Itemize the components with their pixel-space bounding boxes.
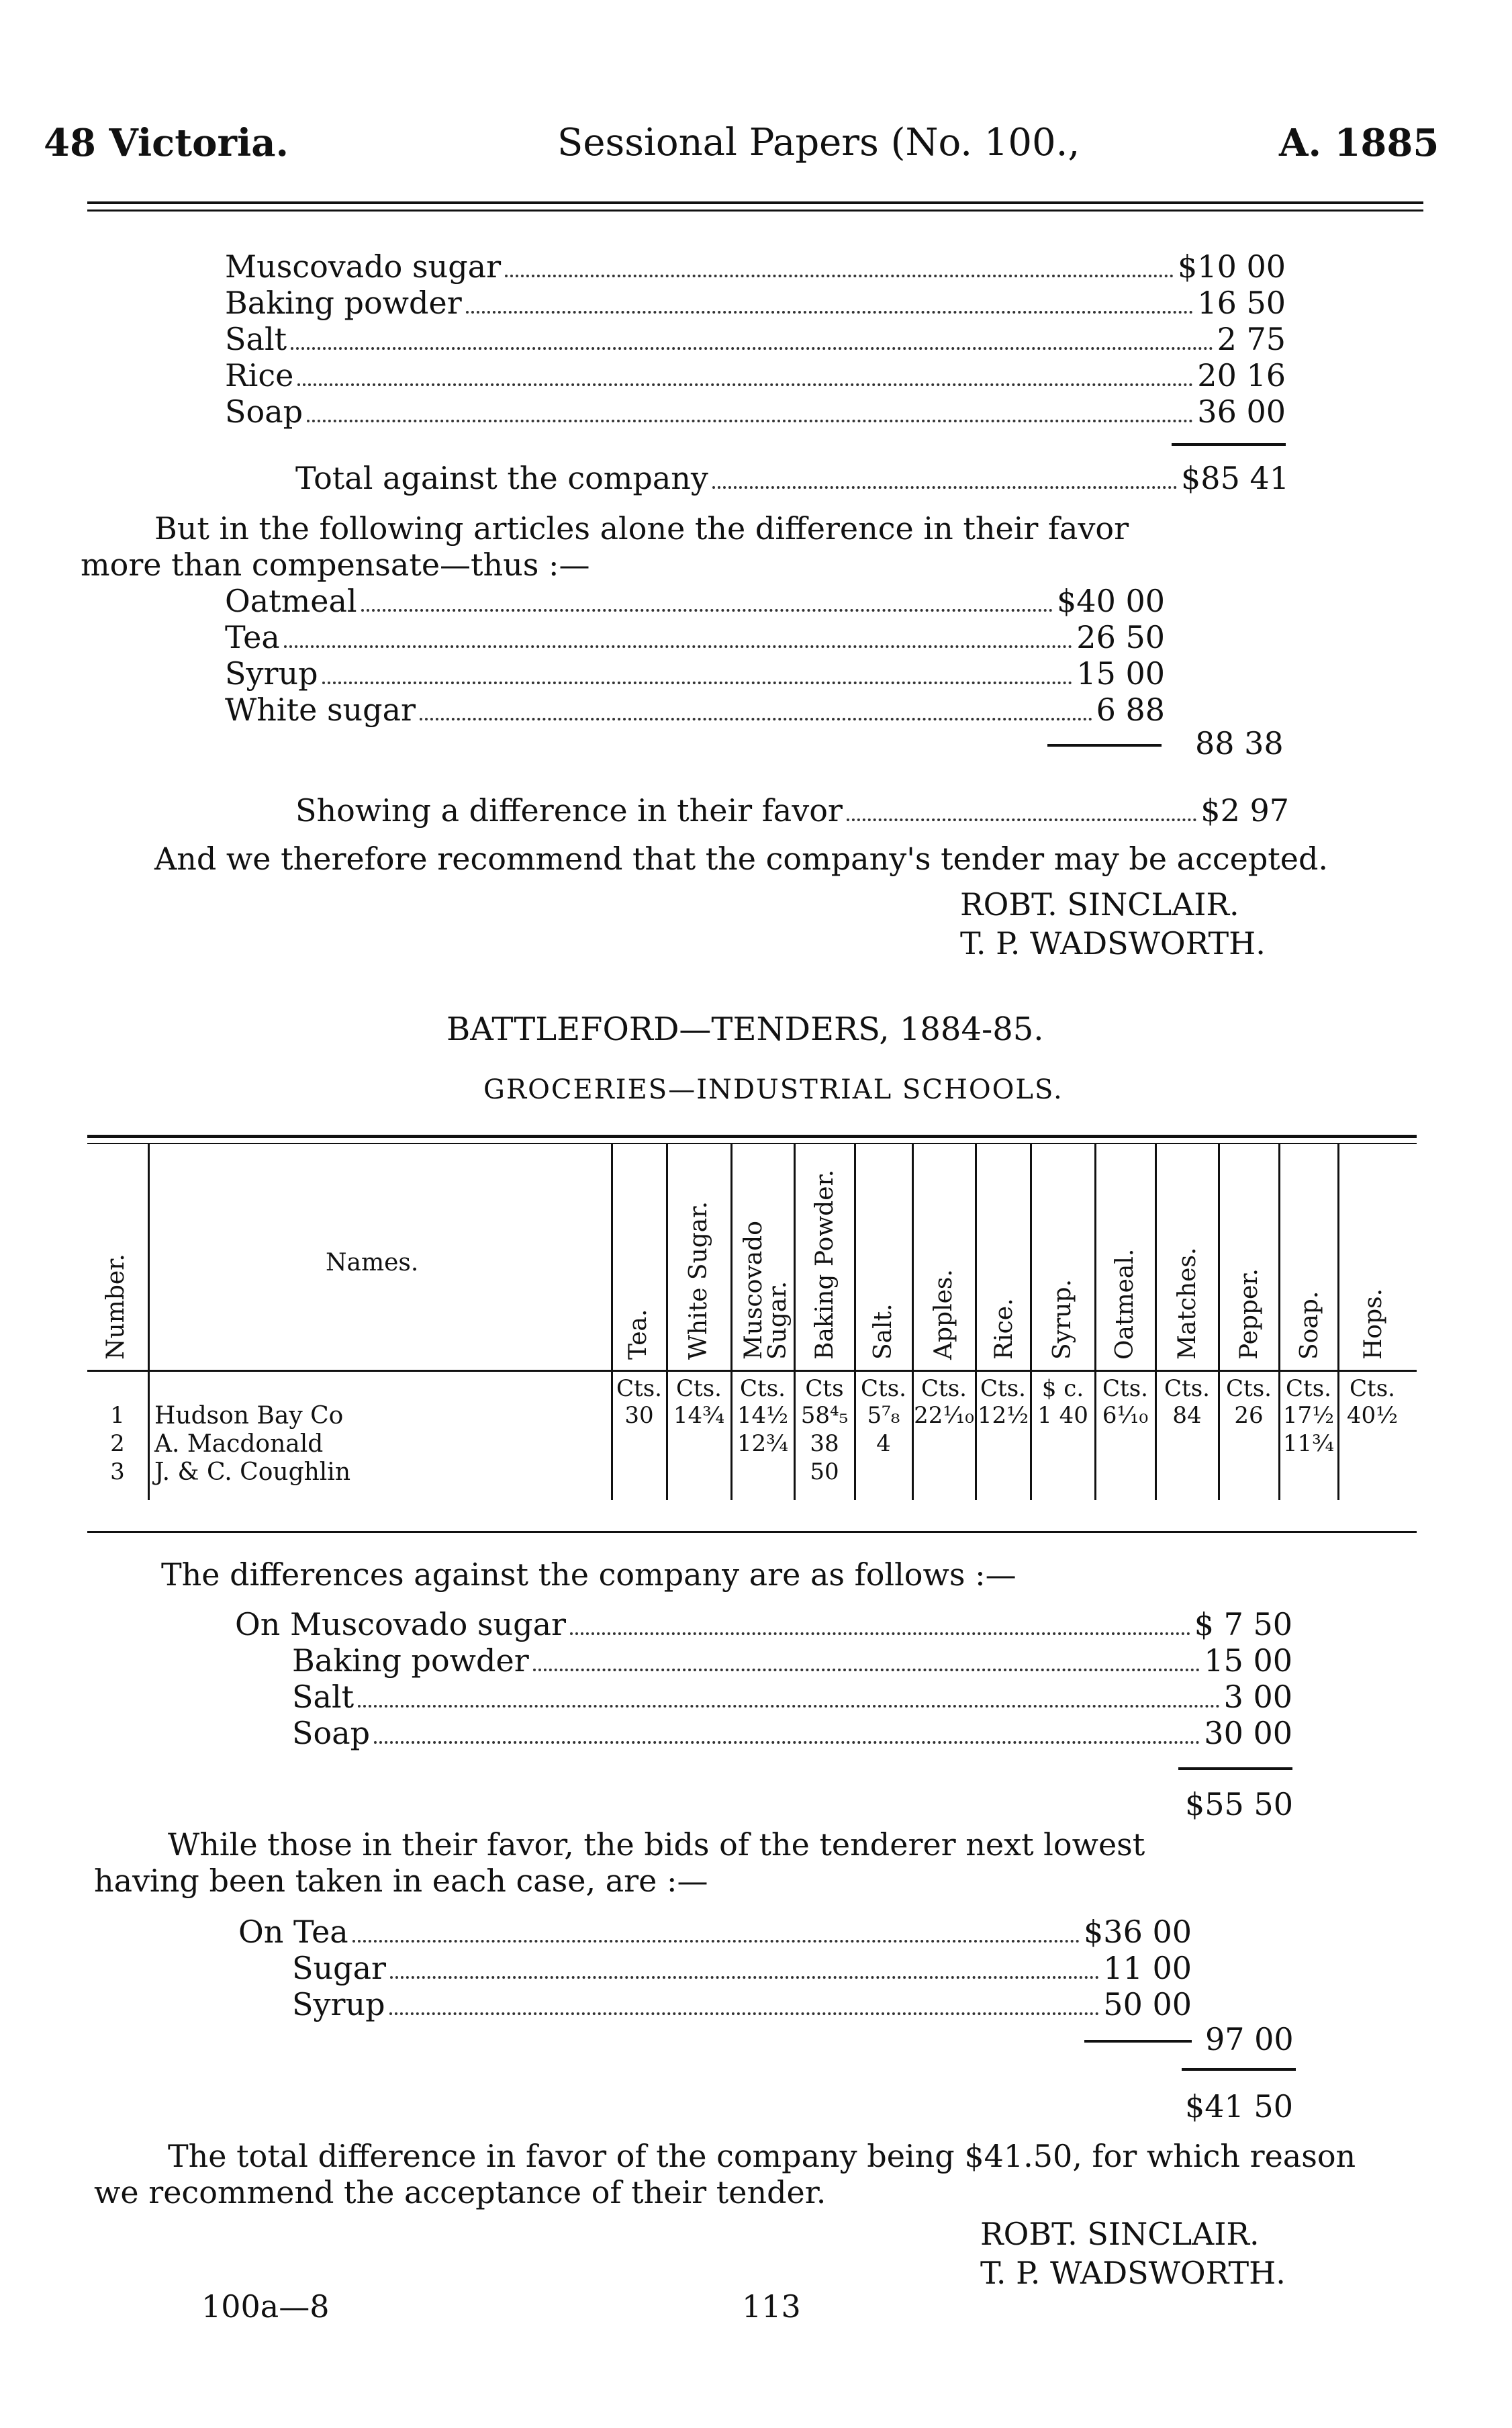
value-cell: 6¹⁄₁₀: [1102, 1402, 1149, 1429]
item-label: Oatmeal: [225, 583, 357, 619]
col-header-white-sugar: White Sugar.: [685, 1201, 712, 1360]
value-cell: 38: [810, 1430, 839, 1457]
list-item: [225, 248, 1286, 285]
header-left: 48 Victoria.: [44, 121, 289, 165]
row-number: 2: [110, 1430, 125, 1457]
list-item: [292, 1679, 1292, 1715]
total-row: [295, 460, 1289, 496]
col-header-names: Names.: [326, 1249, 419, 1276]
paragraph: having been taken in each case, are :—: [94, 1863, 708, 1899]
item-label: Baking powder: [292, 1642, 529, 1679]
item-amount: 20 16: [1197, 357, 1286, 393]
item-amount: $10 00: [1178, 248, 1286, 285]
row-name: J. & C. Coughlin: [154, 1458, 351, 1486]
unit-cell: Cts.: [1164, 1375, 1210, 1402]
value-cell: 26: [1234, 1402, 1264, 1429]
page-number: 113: [742, 2288, 801, 2325]
list-item: [225, 692, 1165, 728]
item-amount: 16 50: [1197, 285, 1286, 321]
item-label: Salt: [292, 1679, 355, 1715]
unit-cell: Cts.: [740, 1375, 786, 1402]
col-header-rice: Rice.: [990, 1298, 1018, 1360]
unit-cell: Cts.: [676, 1375, 722, 1402]
value-cell: 40½: [1346, 1402, 1399, 1429]
col-header-matches: Matches.: [1174, 1247, 1201, 1360]
final-paragraph: we recommend the acceptance of their tender.: [94, 2174, 826, 2210]
row-number: 3: [110, 1458, 125, 1485]
col-header-tea: Tea.: [624, 1309, 652, 1360]
item-label: Soap: [292, 1715, 371, 1751]
col-header-soap: Soap.: [1296, 1291, 1323, 1360]
item-amount: 26 50: [1076, 619, 1165, 655]
unit-cell: Cts.: [1102, 1375, 1148, 1402]
item-label: Soap: [225, 393, 303, 430]
footer-left: 100a—8: [201, 2288, 330, 2325]
item-amount: 15 00: [1204, 1642, 1292, 1679]
row-number: 1: [110, 1402, 125, 1429]
col-header-salt: Salt.: [869, 1303, 897, 1360]
unit-cell: $ c.: [1041, 1375, 1084, 1402]
header-right: A. 1885: [1279, 121, 1439, 165]
subtotal-rule: [1084, 2040, 1192, 2043]
header-rule-top: [87, 201, 1423, 204]
col-header-baking-powder: Baking Powder.: [811, 1169, 839, 1360]
value-cell: 14¾: [673, 1402, 725, 1429]
item-amount: 36 00: [1197, 393, 1286, 430]
value-cell: 17½: [1282, 1402, 1335, 1429]
recommendation: And we therefore recommend that the company's tender may be accepted.: [154, 841, 1329, 877]
item-amount: 15 00: [1076, 655, 1165, 692]
difference-label: Showing a difference in their favor: [295, 792, 843, 829]
final-paragraph: The total difference in favor of the company being $41.50, for which reason: [168, 2138, 1356, 2174]
signature-1: ROBT. SINCLAIR.: [980, 2216, 1260, 2252]
unit-cell: Cts: [805, 1375, 844, 1402]
item-label: Baking powder: [225, 285, 462, 321]
item-label: Sugar: [292, 1950, 386, 1986]
section2-favor-total: 97 00: [1205, 2021, 1294, 2057]
subtotal-rule: [1172, 443, 1286, 446]
col-header-syrup: Syrup.: [1049, 1279, 1076, 1360]
signature-2: T. P. WADSWORTH.: [960, 925, 1266, 962]
item-label: Tea: [225, 619, 280, 655]
item-amount: 2 75: [1217, 321, 1286, 357]
item-label: Rice: [225, 357, 294, 393]
item-label: Muscovado sugar: [225, 248, 502, 285]
list-item: [225, 393, 1286, 430]
item-amount: $36 00: [1084, 1914, 1192, 1950]
total-amount: $85 41: [1181, 460, 1289, 496]
paragraph: While those in their favor, the bids of the tenderer next lowest: [168, 1826, 1145, 1863]
list-item: [225, 619, 1165, 655]
section2-intro: The differences against the company are as follows :—: [161, 1556, 1017, 1593]
item-label: Syrup: [225, 655, 318, 692]
col-header-apples: Apples.: [930, 1269, 957, 1360]
list-item: [225, 655, 1165, 692]
value-cell: 30: [624, 1402, 654, 1429]
list-item: [292, 1950, 1192, 1986]
unit-cell: Cts.: [861, 1375, 906, 1402]
unit-cell: Cts.: [1350, 1375, 1395, 1402]
list-item: [292, 1986, 1192, 2022]
col-header-pepper: Pepper.: [1235, 1268, 1263, 1360]
paragraph: But in the following articles alone the difference in their favor: [154, 510, 1129, 547]
table-subtitle: GROCERIES—INDUSTRIAL SCHOOLS.: [483, 1074, 1064, 1105]
col-header-hops: Hops.: [1360, 1288, 1387, 1360]
paragraph: more than compensate—thus :—: [81, 547, 590, 583]
unit-cell: Cts.: [921, 1375, 967, 1402]
value-cell: 14½: [737, 1402, 789, 1429]
unit-cell: Cts.: [980, 1375, 1026, 1402]
list-item: [225, 285, 1286, 321]
row-name: Hudson Bay Co: [154, 1402, 344, 1430]
item-amount: 11 00: [1103, 1950, 1192, 1986]
subtotal-rule: [1047, 744, 1162, 747]
section2-total: $55 50: [1185, 1786, 1293, 1822]
value-cell: 50: [810, 1458, 839, 1485]
item-amount: 50 00: [1103, 1986, 1192, 2022]
value-cell: 11¾: [1282, 1430, 1335, 1457]
section2-net: $41 50: [1185, 2088, 1293, 2124]
net-rule: [1182, 2068, 1296, 2071]
value-cell: 12¾: [737, 1430, 789, 1457]
unit-cell: Cts.: [616, 1375, 662, 1402]
table-title: BATTLEFORD—TENDERS, 1884-85.: [446, 1011, 1044, 1048]
col-header-oatmeal: Oatmeal.: [1111, 1248, 1139, 1360]
list-item: [225, 357, 1286, 393]
list-item: [238, 1914, 1192, 1950]
item-label: White sugar: [225, 692, 416, 728]
item-amount: 3 00: [1223, 1679, 1292, 1715]
header-center: Sessional Papers (No. 100.,: [557, 121, 1080, 165]
value-cell: 4: [876, 1430, 891, 1457]
header-rule-bottom: [87, 209, 1423, 212]
value-cell: 1 40: [1037, 1402, 1088, 1429]
list-item: [292, 1715, 1292, 1751]
col-header-number: Number.: [102, 1254, 130, 1360]
difference-row: [295, 792, 1289, 829]
unit-cell: Cts.: [1226, 1375, 1272, 1402]
list-item: [292, 1642, 1292, 1679]
value-cell: 12½: [977, 1402, 1029, 1429]
item-amount: 30 00: [1204, 1715, 1292, 1751]
item-label: Salt: [225, 321, 287, 357]
list-item: [225, 583, 1165, 619]
subtotal-rule: [1178, 1767, 1292, 1770]
signature-1: ROBT. SINCLAIR.: [960, 886, 1239, 923]
signature-2: T. P. WADSWORTH.: [980, 2255, 1286, 2291]
item-amount: $40 00: [1057, 583, 1165, 619]
value-cell: 84: [1172, 1402, 1202, 1429]
value-cell: 22¹⁄₁₀: [914, 1402, 974, 1429]
item-label: On Tea: [238, 1914, 348, 1950]
difference-amount: $2 97: [1200, 792, 1289, 829]
value-cell: 58⁴₅: [800, 1402, 849, 1429]
row-name: A. Macdonald: [154, 1430, 324, 1458]
item-amount: $ 7 50: [1194, 1606, 1292, 1642]
item-label: Syrup: [292, 1986, 385, 2022]
unit-cell: Cts.: [1286, 1375, 1331, 1402]
total-label: Total against the company: [295, 460, 708, 496]
item-label: On Muscovado sugar: [235, 1606, 567, 1642]
item-amount: 6 88: [1096, 692, 1165, 728]
col-header-muscovado-sugar: Muscovado Sugar.: [740, 1221, 792, 1360]
value-cell: 5⁷₈: [867, 1402, 900, 1429]
list-item: [235, 1606, 1292, 1642]
list-item: [225, 321, 1286, 357]
favor-total: 88 38: [1195, 725, 1284, 761]
